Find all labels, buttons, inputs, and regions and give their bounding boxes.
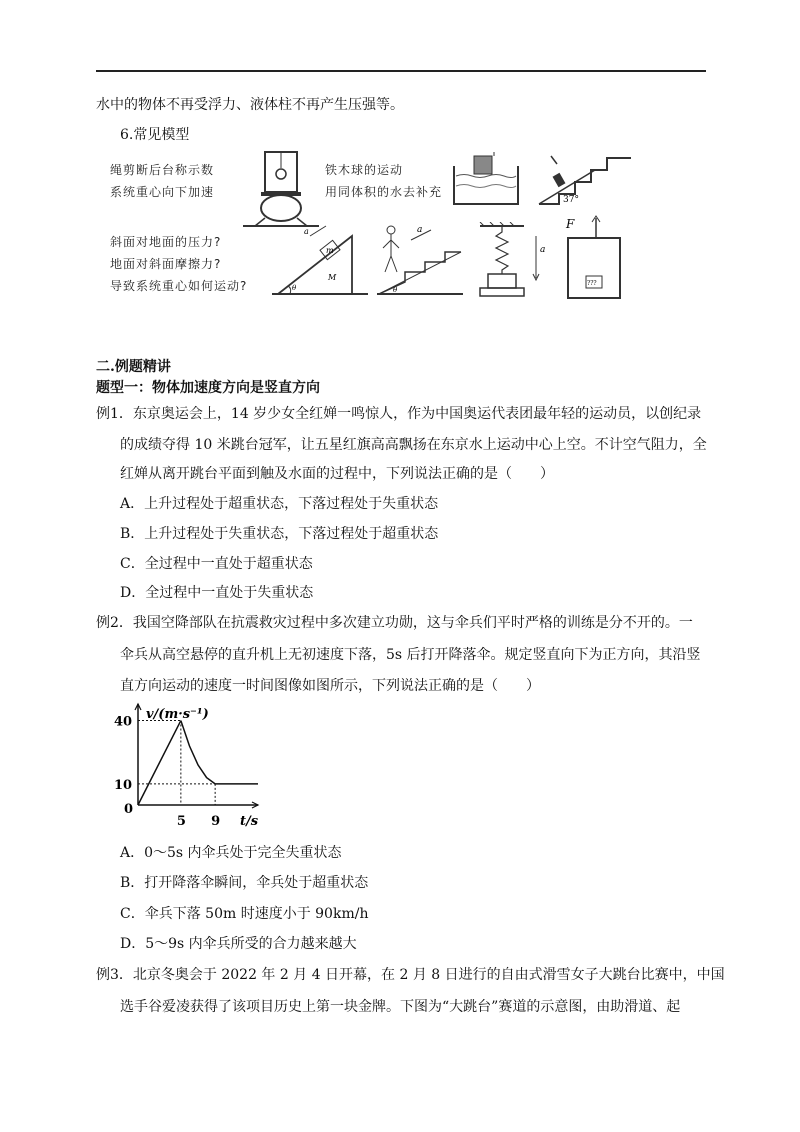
escalator-person-diagram [375, 222, 465, 302]
block-m-label: m [326, 246, 334, 255]
q1-option-c[interactable]: C．全过程中一直处于超重状态 [120, 556, 313, 572]
origin-label: 0 [124, 802, 134, 817]
y-axis-label: v/(m·s⁻¹) [146, 707, 209, 722]
angle-37-label: 37° [563, 195, 579, 205]
accel-a-label-2: a [417, 225, 423, 235]
q1-line-2: 的成绩夺得 10 米跳台冠军，让五星红旗高高飘扬在东京水上运动中心上空。不计空气阻力，全 [120, 437, 707, 453]
vt-chart [110, 702, 270, 832]
water-tank-diagram [450, 152, 522, 208]
q3-line-2: 选手谷爱凌获得了该项目历史上第一块金牌。下图为“大跳台”赛道的示意图，由助滑道、起 [120, 999, 681, 1015]
header-rule [96, 70, 706, 72]
series-decay-curve [181, 721, 215, 784]
force-F-label: F [566, 217, 575, 231]
accel-a-label-3: a [540, 245, 546, 255]
model-text-6: 地面对斜面摩擦力? [110, 257, 222, 271]
q1-option-a[interactable]: A．上升过程处于超重状态，下落过程处于失重状态 [120, 496, 439, 512]
model-text-1: 绳剪断后台称示数 [110, 163, 215, 177]
q2-line-2: 伞兵从高空悬停的直升机上无初速度下落，5s 后打开降落伞。规定竖直向下为正方向，其沿竖 [120, 647, 701, 663]
wedge-M-label: M [328, 273, 337, 282]
accel-a-label-1: a [304, 227, 309, 236]
scale-cup-diagram [235, 150, 325, 230]
q1-line-1: 例1．东京奥运会上，14 岁少女全红婵一鸣惊人，作为中国奥运代表团最年轻的运动员，以创纪录 [96, 406, 702, 422]
model-text-5: 斜面对地面的压力? [110, 235, 222, 249]
y-tick-label-10: 10 [114, 777, 133, 793]
models-heading: 6.常见模型 [120, 127, 190, 143]
x-axis-label: t/s [240, 814, 259, 829]
models-figure [110, 150, 630, 310]
model-text-7: 导致系统重心如何运动? [110, 279, 248, 293]
spring-mass-diagram [470, 222, 550, 306]
q3-line-1: 例3．北京冬奥会于 2022 年 2 月 4 日开幕，在 2 月 8 日进行的自由式滑雪女子大跳台比赛中，中国 [96, 967, 725, 983]
q2-line-3: 直方向运动的速度一时间图像如图所示，下列说法正确的是（ ） [120, 678, 540, 694]
y-tick-label-40: 40 [114, 714, 133, 730]
box-label: ??? [587, 280, 597, 287]
model-text-2: 系统重心向下加速 [110, 185, 215, 199]
series-rise-segment [138, 721, 181, 805]
theta-label-2: θ [393, 286, 398, 294]
box-force-diagram [560, 214, 630, 304]
q1-line-3: 红婵从离开跳台平面到触及水面的过程中，下列说法正确的是（ ） [120, 466, 554, 482]
model-text-3: 铁木球的运动 [325, 163, 404, 177]
stairs-incline-diagram [535, 150, 635, 210]
q1-option-b[interactable]: B．上升过程处于失重状态，下落过程处于超重状态 [120, 526, 439, 542]
x-tick-label-9: 9 [211, 814, 221, 829]
q2-option-a[interactable]: A．0～5s 内伞兵处于完全失重状态 [120, 845, 342, 861]
wedge-block-diagram [270, 222, 370, 302]
q1-option-d[interactable]: D．全过程中一直处于失重状态 [120, 585, 314, 601]
intro-line: 水中的物体不再受浮力、液体柱不再产生压强等。 [96, 97, 404, 113]
type-title: 题型一：物体加速度方向是竖直方向 [96, 380, 320, 396]
x-tick-label-5: 5 [176, 814, 186, 829]
model-text-4: 用同体积的水去补充 [325, 185, 443, 199]
theta-label-1: θ [292, 284, 297, 292]
q2-option-b[interactable]: B．打开降落伞瞬间，伞兵处于超重状态 [120, 875, 369, 891]
q2-option-c[interactable]: C．伞兵下落 50m 时速度小于 90km/h [120, 906, 369, 922]
q2-option-d[interactable]: D．5～9s 内伞兵所受的合力越来越大 [120, 936, 357, 952]
q2-line-1: 例2．我国空降部队在抗震救灾过程中多次建立功勋，这与伞兵们平时严格的训练是分不开的。一 [96, 615, 693, 631]
section-title: 二.例题精讲 [96, 359, 171, 375]
